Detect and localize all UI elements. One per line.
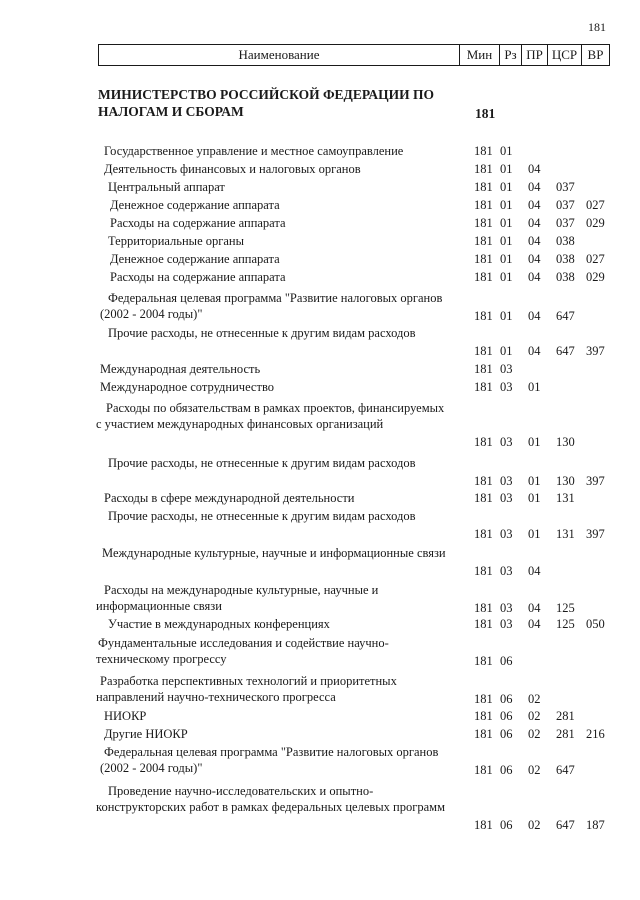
row-code-pr: 04 — [528, 252, 541, 266]
row-code-rz: 03 — [500, 362, 513, 376]
row-name: Расходы на содержание аппарата — [110, 216, 286, 230]
row-code-rz: 06 — [500, 818, 513, 832]
row-code-csr: 130 — [556, 435, 575, 449]
row-code-min: 181 — [474, 709, 493, 723]
row-code-rz: 01 — [500, 144, 513, 158]
row-code-rz: 03 — [500, 617, 513, 631]
table-row — [0, 161, 640, 177]
row-name: Центральный аппарат — [108, 180, 225, 194]
row-code-min: 181 — [474, 162, 493, 176]
row-code-min: 181 — [474, 527, 493, 541]
row-code-pr: 02 — [528, 818, 541, 832]
row-code-csr: 037 — [556, 198, 575, 212]
table-row — [0, 400, 640, 450]
row-code-csr: 125 — [556, 617, 575, 631]
row-code-pr: 01 — [528, 435, 541, 449]
row-code-pr: 02 — [528, 709, 541, 723]
row-code-pr: 04 — [528, 270, 541, 284]
row-code-rz: 01 — [500, 270, 513, 284]
row-name: НИОКР — [104, 709, 147, 723]
row-code-min: 181 — [474, 654, 493, 668]
header-min: Мин — [459, 45, 499, 65]
row-name: Фундаментальные исследования и содействие научно-техническому прогрессу — [96, 636, 389, 666]
row-code-vr: 029 — [586, 216, 605, 230]
row-code-min: 181 — [474, 727, 493, 741]
row-code-min: 181 — [474, 380, 493, 394]
row-name: Проведение научно-исследовательских и опытно-конструкторских работ в рамках федеральных целевых программ — [96, 784, 445, 814]
row-code-csr: 647 — [556, 763, 575, 777]
row-code-min: 181 — [474, 692, 493, 706]
row-name: Государственное управление и местное самоуправление — [104, 144, 404, 158]
row-code-csr: 038 — [556, 252, 575, 266]
row-code-vr: 050 — [586, 617, 605, 631]
header-vr: ВР — [581, 45, 609, 65]
row-code-rz: 01 — [500, 234, 513, 248]
row-code-min: 181 — [474, 435, 493, 449]
row-code-rz: 06 — [500, 709, 513, 723]
table-row — [0, 379, 640, 395]
row-name: Другие НИОКР — [104, 727, 188, 741]
row-code-pr: 02 — [528, 692, 541, 706]
row-code-min: 181 — [474, 180, 493, 194]
row-name: Прочие расходы, не отнесенные к другим видам расходов — [108, 509, 416, 523]
row-code-rz: 01 — [500, 198, 513, 212]
row-code-pr: 04 — [528, 309, 541, 323]
table-row — [0, 490, 640, 506]
row-code-vr: 027 — [586, 252, 605, 266]
row-code-pr: 04 — [528, 601, 541, 615]
row-name: Расходы по обязательствам в рамках проектов, финансируемых с участием международных финансовых организаций — [96, 401, 445, 431]
row-code-vr: 397 — [586, 474, 605, 488]
row-code-csr: 038 — [556, 234, 575, 248]
row-code-pr: 04 — [528, 180, 541, 194]
row-name: Федеральная целевая программа "Развитие налоговых органов (2002 - 2004 годы)" — [100, 291, 443, 321]
row-code-rz: 06 — [500, 654, 513, 668]
row-code-pr: 01 — [528, 474, 541, 488]
row-name: Международная деятельность — [100, 362, 261, 376]
table-row — [0, 783, 640, 833]
row-code-csr: 281 — [556, 709, 575, 723]
row-name: Денежное содержание аппарата — [110, 252, 280, 266]
row-code-pr: 04 — [528, 617, 541, 631]
row-code-csr: 647 — [556, 309, 575, 323]
row-code-pr: 04 — [528, 564, 541, 578]
row-code-pr: 01 — [528, 491, 541, 505]
row-code-rz: 01 — [500, 162, 513, 176]
row-code-pr: 02 — [528, 727, 541, 741]
row-code-rz: 01 — [500, 344, 513, 358]
table-row — [0, 455, 640, 489]
row-code-min: 181 — [474, 216, 493, 230]
table-row — [0, 545, 640, 579]
row-code-csr: 037 — [556, 216, 575, 230]
row-name: Территориальные органы — [108, 234, 245, 248]
row-code-rz: 01 — [500, 309, 513, 323]
table-row — [0, 143, 640, 159]
row-code-vr: 397 — [586, 344, 605, 358]
row-code-vr: 216 — [586, 727, 605, 741]
row-name: Международное сотрудничество — [100, 380, 275, 394]
header-name: Наименование — [238, 47, 320, 62]
header-pr: ПР — [521, 45, 547, 65]
table-row — [0, 179, 640, 195]
row-code-vr: 187 — [586, 818, 605, 832]
header-rz: Рз — [499, 45, 521, 65]
row-name: Расходы на содержание аппарата — [110, 270, 286, 284]
table-row — [0, 325, 640, 359]
table-row — [0, 635, 640, 669]
table-row — [0, 616, 640, 632]
table-row — [0, 233, 640, 249]
table-row — [0, 508, 640, 542]
row-name: Прочие расходы, не отнесенные к другим видам расходов — [108, 326, 416, 340]
row-code-min: 181 — [474, 818, 493, 832]
row-code-min: 181 — [474, 601, 493, 615]
row-code-rz: 06 — [500, 763, 513, 777]
row-code-rz: 01 — [500, 216, 513, 230]
row-code-csr: 647 — [556, 818, 575, 832]
row-code-rz: 03 — [500, 435, 513, 449]
row-code-min: 181 — [474, 144, 493, 158]
row-name: Разработка перспективных технологий и приоритетных направлений научно-технического прогресса — [96, 674, 397, 704]
row-code-csr: 131 — [556, 491, 575, 505]
row-code-rz: 03 — [500, 491, 513, 505]
row-code-min: 181 — [474, 344, 493, 358]
row-code-rz: 03 — [500, 474, 513, 488]
row-code-rz: 01 — [500, 180, 513, 194]
row-name: Денежное содержание аппарата — [110, 198, 280, 212]
table-row — [0, 673, 640, 707]
row-name: Участие в международных конференциях — [108, 617, 330, 631]
row-code-csr: 125 — [556, 601, 575, 615]
row-code-rz: 01 — [500, 252, 513, 266]
row-code-min: 181 — [474, 491, 493, 505]
row-code-csr: 131 — [556, 527, 575, 541]
table-row — [0, 582, 640, 616]
table-row — [0, 744, 640, 778]
row-code-min: 181 — [474, 617, 493, 631]
row-code-min: 181 — [474, 763, 493, 777]
ministry-code: 181 — [475, 106, 496, 121]
row-code-rz: 03 — [500, 601, 513, 615]
table-row — [0, 290, 640, 324]
row-code-min: 181 — [474, 362, 493, 376]
row-name: Прочие расходы, не отнесенные к другим видам расходов — [108, 456, 416, 470]
row-code-csr: 647 — [556, 344, 575, 358]
row-code-min: 181 — [474, 252, 493, 266]
row-code-rz: 06 — [500, 692, 513, 706]
row-code-vr: 397 — [586, 527, 605, 541]
row-code-min: 181 — [474, 234, 493, 248]
table-row — [0, 215, 640, 231]
row-code-csr: 037 — [556, 180, 575, 194]
row-code-pr: 04 — [528, 162, 541, 176]
row-code-pr: 04 — [528, 234, 541, 248]
row-code-min: 181 — [474, 474, 493, 488]
page-number: 181 — [588, 20, 606, 34]
row-code-pr: 01 — [528, 527, 541, 541]
header-csr: ЦСР — [547, 45, 581, 65]
row-code-rz: 03 — [500, 527, 513, 541]
table-row — [0, 708, 640, 724]
row-code-pr: 04 — [528, 344, 541, 358]
row-name: Федеральная целевая программа "Развитие налоговых органов (2002 - 2004 годы)" — [100, 745, 439, 775]
table-header — [98, 44, 610, 66]
row-code-csr: 038 — [556, 270, 575, 284]
row-code-rz: 03 — [500, 380, 513, 394]
row-code-rz: 06 — [500, 727, 513, 741]
table-row — [0, 251, 640, 267]
row-name: Расходы на международные культурные, научные и информационные связи — [96, 583, 379, 613]
row-code-pr: 04 — [528, 198, 541, 212]
table-row — [0, 361, 640, 377]
row-name: Расходы в сфере международной деятельности — [104, 491, 355, 505]
row-code-rz: 03 — [500, 564, 513, 578]
row-code-min: 181 — [474, 309, 493, 323]
row-code-csr: 130 — [556, 474, 575, 488]
row-code-min: 181 — [474, 270, 493, 284]
row-code-vr: 029 — [586, 270, 605, 284]
table-row — [0, 197, 640, 213]
row-code-pr: 04 — [528, 216, 541, 230]
ministry-title: МИНИСТЕРСТВО РОССИЙСКОЙ ФЕДЕРАЦИИ ПО НАЛОГАМ И СБОРАМ — [98, 87, 434, 119]
table-row — [0, 726, 640, 742]
row-code-pr: 01 — [528, 380, 541, 394]
row-name: Международные культурные, научные и информационные связи — [102, 546, 446, 560]
row-name: Деятельность финансовых и налоговых органов — [104, 162, 361, 176]
row-code-vr: 027 — [586, 198, 605, 212]
table-row — [0, 269, 640, 285]
row-code-pr: 02 — [528, 763, 541, 777]
row-code-csr: 281 — [556, 727, 575, 741]
row-code-min: 181 — [474, 564, 493, 578]
row-code-min: 181 — [474, 198, 493, 212]
